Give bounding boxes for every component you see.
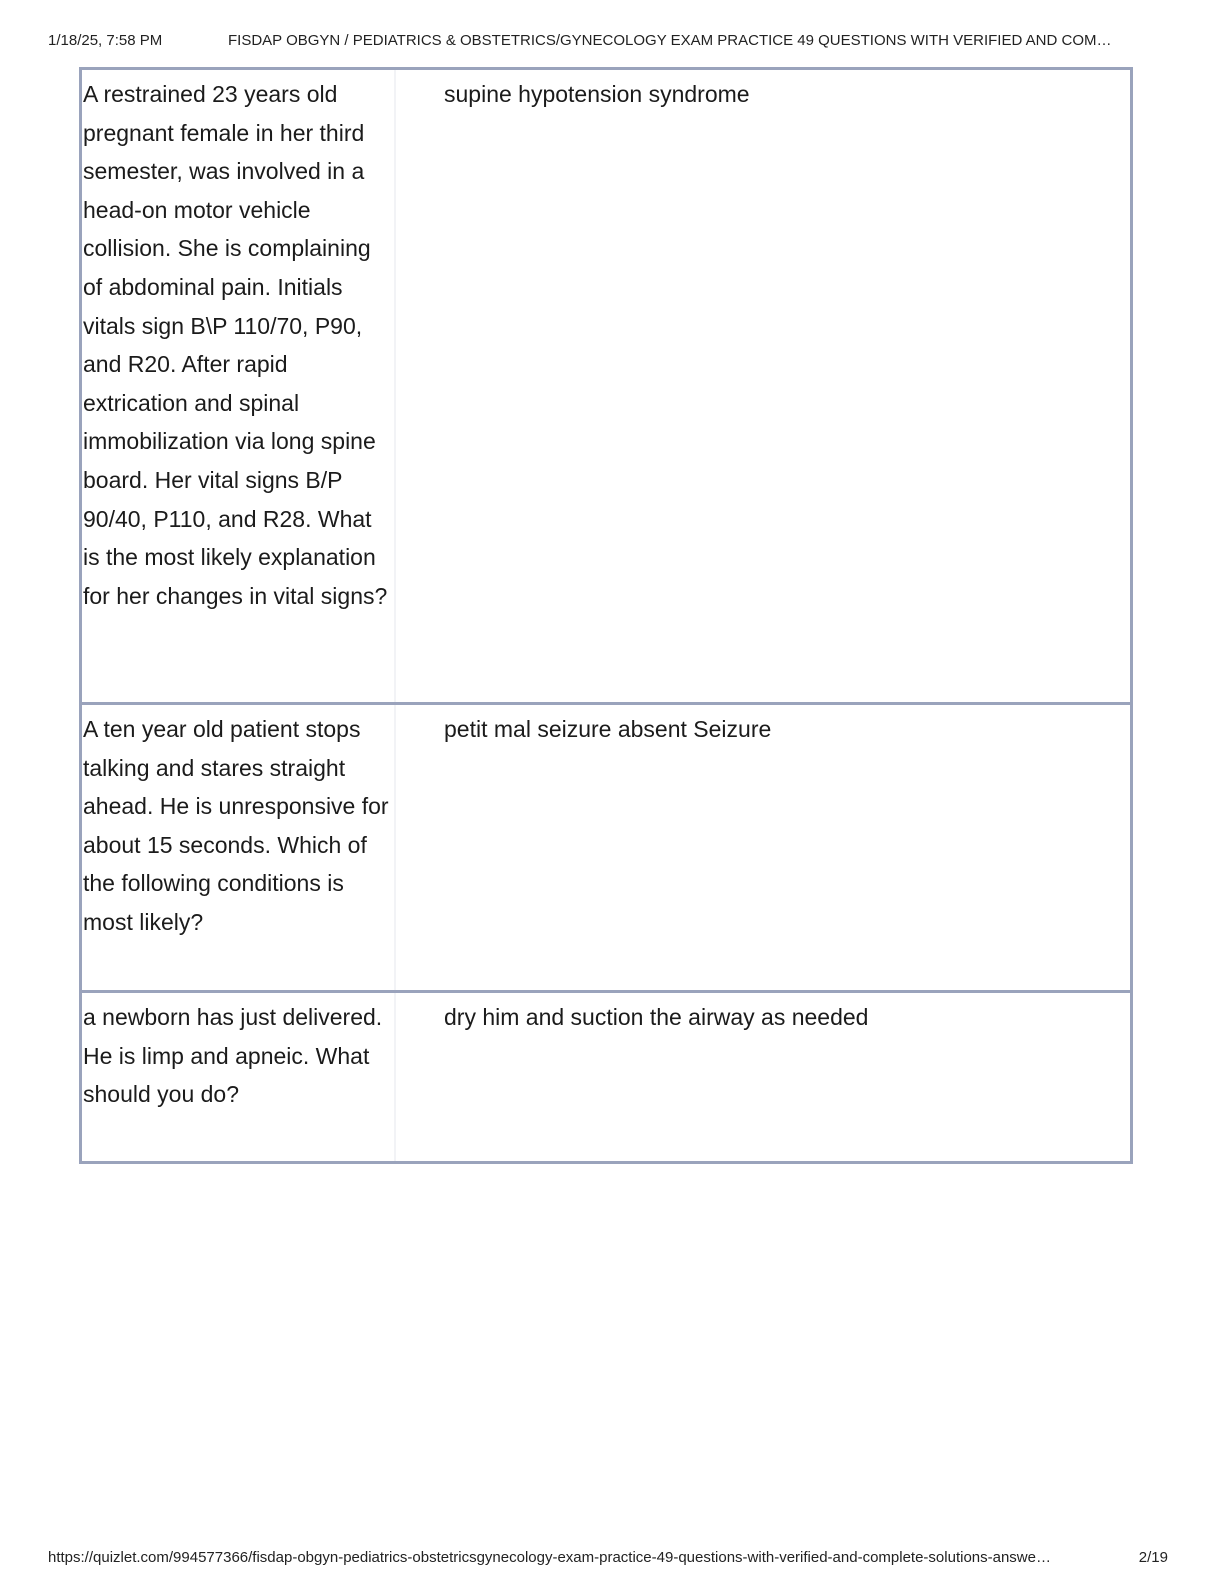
card-definition: supine hypotension syndrome <box>444 81 750 107</box>
card-term: A ten year old patient stops talking and stares straight ahead. He is unresponsive for about 15 seconds. Which of the following conditions is most likely? <box>82 705 396 990</box>
card-definition: dry him and suction the airway as needed <box>444 1004 869 1030</box>
print-header <box>48 31 1178 51</box>
flashcard <box>79 702 1133 993</box>
flashcard-list <box>79 67 1133 1161</box>
page-number: 2/19 <box>1138 1549 1168 1566</box>
flashcard <box>79 990 1133 1164</box>
document-title: FISDAP OBGYN / PEDIATRICS & OBSTETRICS/GYNECOLOGY EXAM PRACTICE 49 QUESTIONS WITH VERIFIED AND COM… <box>228 32 1112 49</box>
flashcard <box>79 67 1133 705</box>
print-datetime: 1/18/25, 7:58 PM <box>48 32 163 49</box>
card-term: a newborn has just delivered. He is limp and apneic. What should you do? <box>82 993 396 1161</box>
card-definition: petit mal seizure absent Seizure <box>444 716 772 742</box>
print-footer <box>48 1548 1168 1568</box>
card-term: A restrained 23 years old pregnant female in her third semester, was involved in a head-on motor vehicle collision. She is complaining of abdominal pain. Initials vitals sign B\P 110/70, P90, and R20. After rapid extrication and spinal immobilization via long spine board. Her vital signs B/P 90/40, P110, and R28. What is the most likely explanation for her changes in vital signs? <box>82 70 396 702</box>
page-url[interactable]: https://quizlet.com/994577366/fisdap-obgyn-pediatrics-obstetricsgynecology-exam-practice-49-questions-with-verified-and-complete-solutions-answe… <box>48 1549 1051 1566</box>
